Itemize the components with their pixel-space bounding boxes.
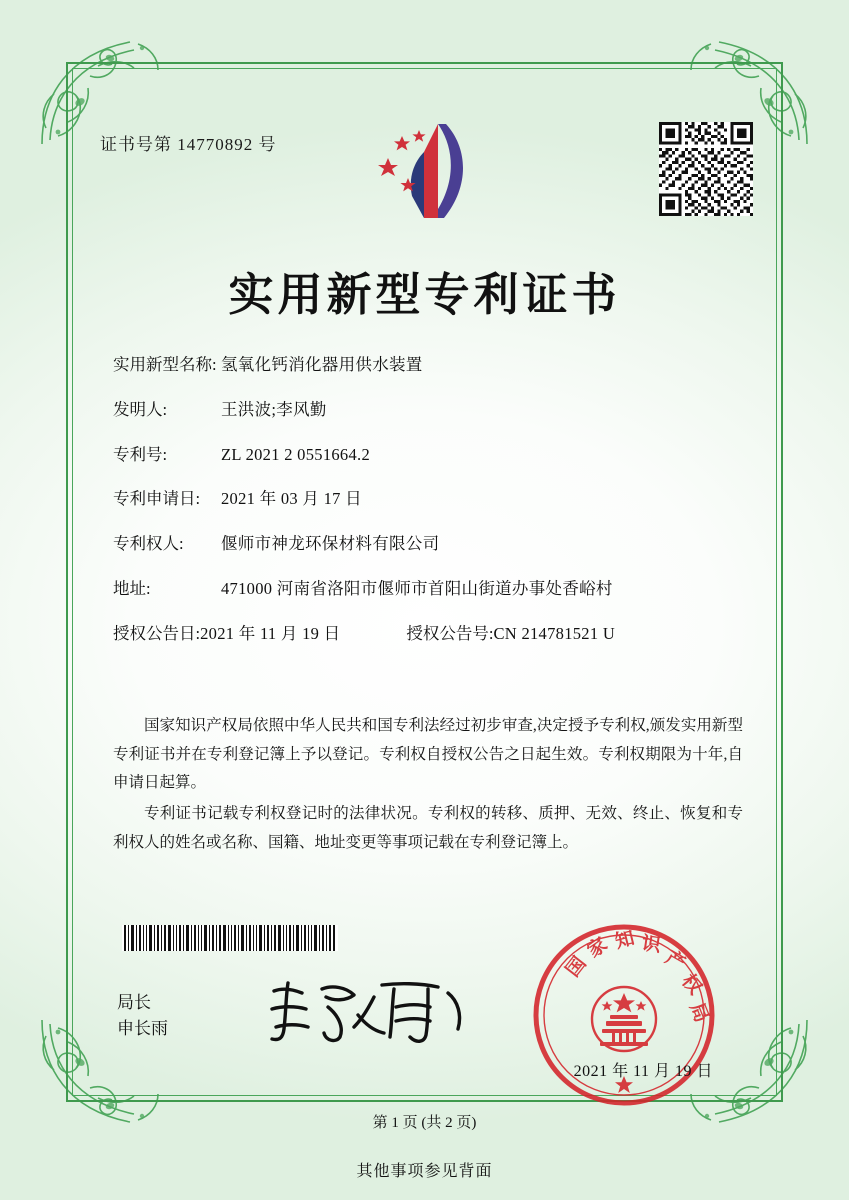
page-title: 实用新型专利证书	[228, 268, 621, 321]
footer-note: 其他事项参见背面	[356, 1163, 493, 1180]
field-value: 氢氧化钙消化器用供水装置	[221, 355, 423, 374]
svg-text:局: 局	[685, 999, 713, 1026]
field-label: 地址:	[113, 578, 151, 598]
field-value: 2021 年 03 月 17 日	[221, 489, 362, 509]
field-label: 专利权人:	[113, 534, 184, 554]
patent-field-list	[113, 355, 753, 669]
cnipa-logo-icon	[372, 118, 488, 230]
field-row-address	[113, 579, 753, 599]
svg-text:家: 家	[583, 933, 612, 963]
grant-number-value: CN 214781521 U	[493, 623, 616, 643]
field-value: ZL 2021 2 0551664.2	[221, 444, 370, 464]
signature-role: 局长	[117, 993, 151, 1012]
field-row-invention-name	[113, 355, 753, 375]
paragraph-1: 国家知识产权局依照中华人民共和国专利法经过初步审查,决定授予专利权,颁发实用新型专利证书并在专利登记簿上予以登记。专利权自授权公告之日起生效。专利权期限为十年,自申请日起算。	[113, 717, 743, 792]
field-label: 发明人:	[113, 399, 168, 419]
field-row-patentee	[113, 534, 753, 554]
paragraph-2: 专利证书记载专利权登记时的法律状况。专利权的转移、质押、无效、终止、恢复和专利权人的姓名或名称、国籍、地址变更等事项记载在专利登记簿上。	[113, 805, 743, 851]
qr-code	[659, 122, 753, 216]
grant-date-value: 2021 年 11 月 19 日	[200, 623, 341, 643]
field-row-patent-number	[113, 445, 753, 465]
svg-text:国: 国	[561, 952, 591, 982]
signature-labels	[117, 990, 168, 1043]
field-label: 专利申请日:	[113, 489, 201, 509]
signature-name: 申长雨	[117, 1019, 168, 1039]
field-label: 专利号:	[113, 444, 168, 464]
grant-date-label: 授权公告日:	[113, 623, 201, 643]
legal-text	[113, 712, 743, 859]
page-number: 第 1 页 (共 2 页)	[372, 1115, 477, 1131]
field-row-application-date	[113, 489, 753, 509]
field-row-inventor	[113, 400, 753, 420]
svg-text:知: 知	[612, 926, 637, 953]
field-label: 实用新型名称:	[113, 355, 217, 374]
barcode	[122, 925, 338, 951]
handwritten-signature	[262, 975, 472, 1049]
seal-date: 2021 年 11 月 19 日	[573, 1063, 713, 1080]
grant-number-label: 授权公告号:	[406, 623, 494, 643]
svg-text:权: 权	[677, 970, 707, 999]
field-row-grant-announcement	[113, 624, 753, 644]
certificate-number: 证书号第 14770892 号	[100, 135, 277, 154]
svg-text:产: 产	[661, 946, 689, 975]
field-value: 偃师市神龙环保材料有限公司	[221, 534, 440, 554]
field-value: 王洪波;李风勤	[221, 399, 327, 419]
field-value: 471000 河南省洛阳市偃师市首阳山街道办事处香峪村	[221, 578, 613, 598]
svg-text:识: 识	[640, 932, 663, 957]
